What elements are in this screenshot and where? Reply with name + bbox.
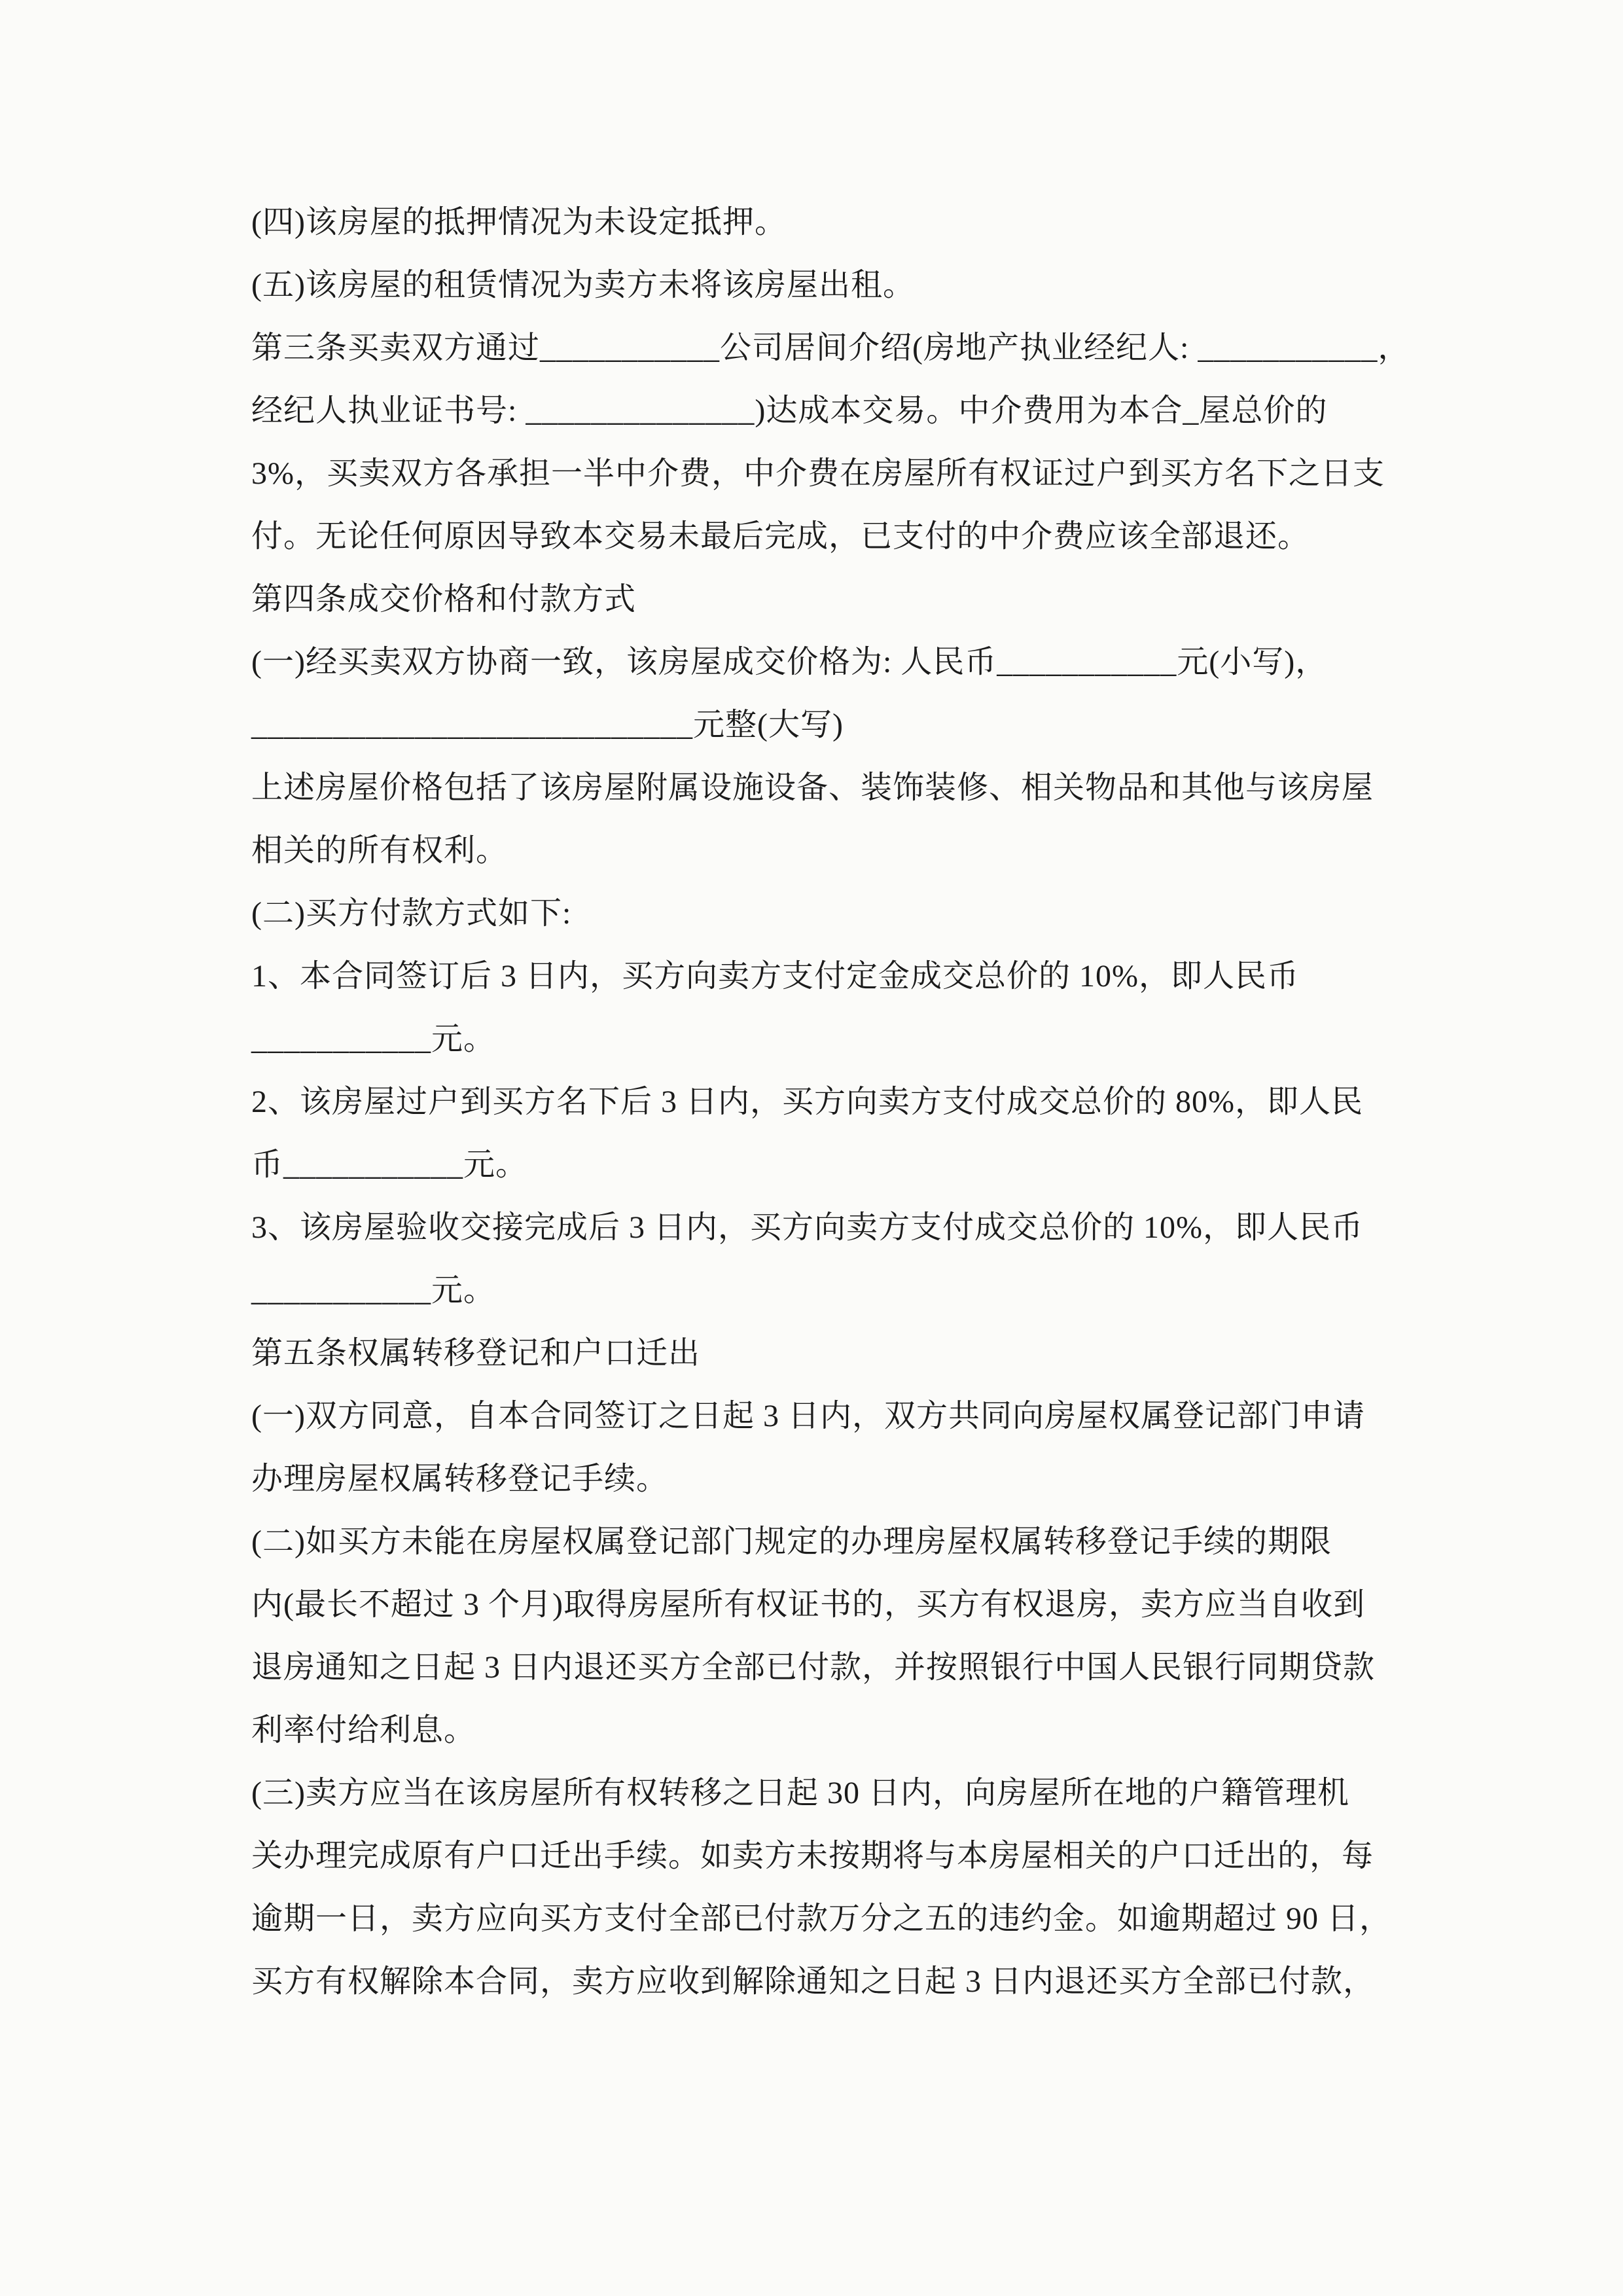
- text-line: 付。无论任何原因导致本交易未最后完成，已支付的中介费应该全部退还。: [251, 519, 1310, 554]
- text-line: 第三条买卖双方通过___________公司居间介绍(房地产执业经纪人: ___________，: [251, 331, 1410, 365]
- text-line: ___________________________元整(大写): [251, 708, 844, 742]
- text-line: 第五条权属转移登记和户口迁出: [251, 1336, 701, 1371]
- text-line: (四)该房屋的抵押情况为未设定抵押。: [251, 205, 787, 240]
- text-line: 3、该房屋验收交接完成后 3 日内，买方向卖方支付成交总价的 10%，即人民币: [251, 1210, 1363, 1245]
- text-line: (一)经买卖双方协商一致，该房屋成交价格为: 人民币___________元(小写)，: [251, 645, 1328, 679]
- text-line: 退房通知之日起 3 日内退还买方全部已付款，并按照银行中国人民银行同期贷款: [251, 1650, 1376, 1685]
- text-line: 1、本合同签订后 3 日内，买方向卖方支付定金成交总价的 10%，即人民币: [251, 959, 1299, 994]
- text-line: (三)卖方应当在该房屋所有权转移之日起 30 日内，向房屋所在地的户籍管理机: [251, 1776, 1349, 1810]
- text-line: 关办理完成原有户口迁出手续。如卖方未按期将与本房屋相关的户口迁出的，每: [251, 1839, 1374, 1873]
- text-line: 第四条成交价格和付款方式: [251, 582, 637, 617]
- text-line: ___________元。: [251, 1273, 496, 1308]
- text-line: 买方有权解除本合同，卖方应收到解除通知之日起 3 日内退还买方全部已付款，: [251, 1964, 1376, 1999]
- document-body: [251, 191, 1429, 2013]
- text-line: 2、该房屋过户到买方名下后 3 日内，买方向卖方支付成交总价的 80%，即人民: [251, 1085, 1363, 1119]
- text-line: 办理房屋权属转移登记手续。: [251, 1462, 669, 1496]
- text-line: (一)双方同意，自本合同签订之日起 3 日内，双方共同向房屋权属登记部门申请: [251, 1399, 1365, 1433]
- text-line: 逾期一日，卖方应向买方支付全部已付款万分之五的违约金。如逾期超过 90 日，: [251, 1901, 1392, 1936]
- text-line: (五)该房屋的租赁情况为卖方未将该房屋出租。: [251, 268, 915, 302]
- text-line: (二)如买方未能在房屋权属登记部门规定的办理房屋权属转移登记手续的期限: [251, 1524, 1332, 1559]
- text-line: 利率付给利息。: [251, 1713, 476, 1748]
- text-line: 内(最长不超过 3 个月)取得房屋所有权证书的，买方有权退房，卖方应当自收到: [251, 1587, 1365, 1622]
- text-line: 相关的所有权利。: [251, 833, 508, 868]
- text-line: ___________元。: [251, 1022, 496, 1056]
- text-line: 上述房屋价格包括了该房屋附属设施设备、装饰装修、相关物品和其他与该房屋: [251, 770, 1374, 805]
- text-line: 经纪人执业证书号: ______________)达成本交易。中介费用为本合_屋总价的: [251, 393, 1328, 428]
- text-line: 币___________元。: [251, 1147, 528, 1182]
- text-line: 3%，买卖双方各承担一半中介费，中介费在房屋所有权证过户到买方名下之日支: [251, 456, 1385, 491]
- text-line: (二)买方付款方式如下:: [251, 896, 572, 931]
